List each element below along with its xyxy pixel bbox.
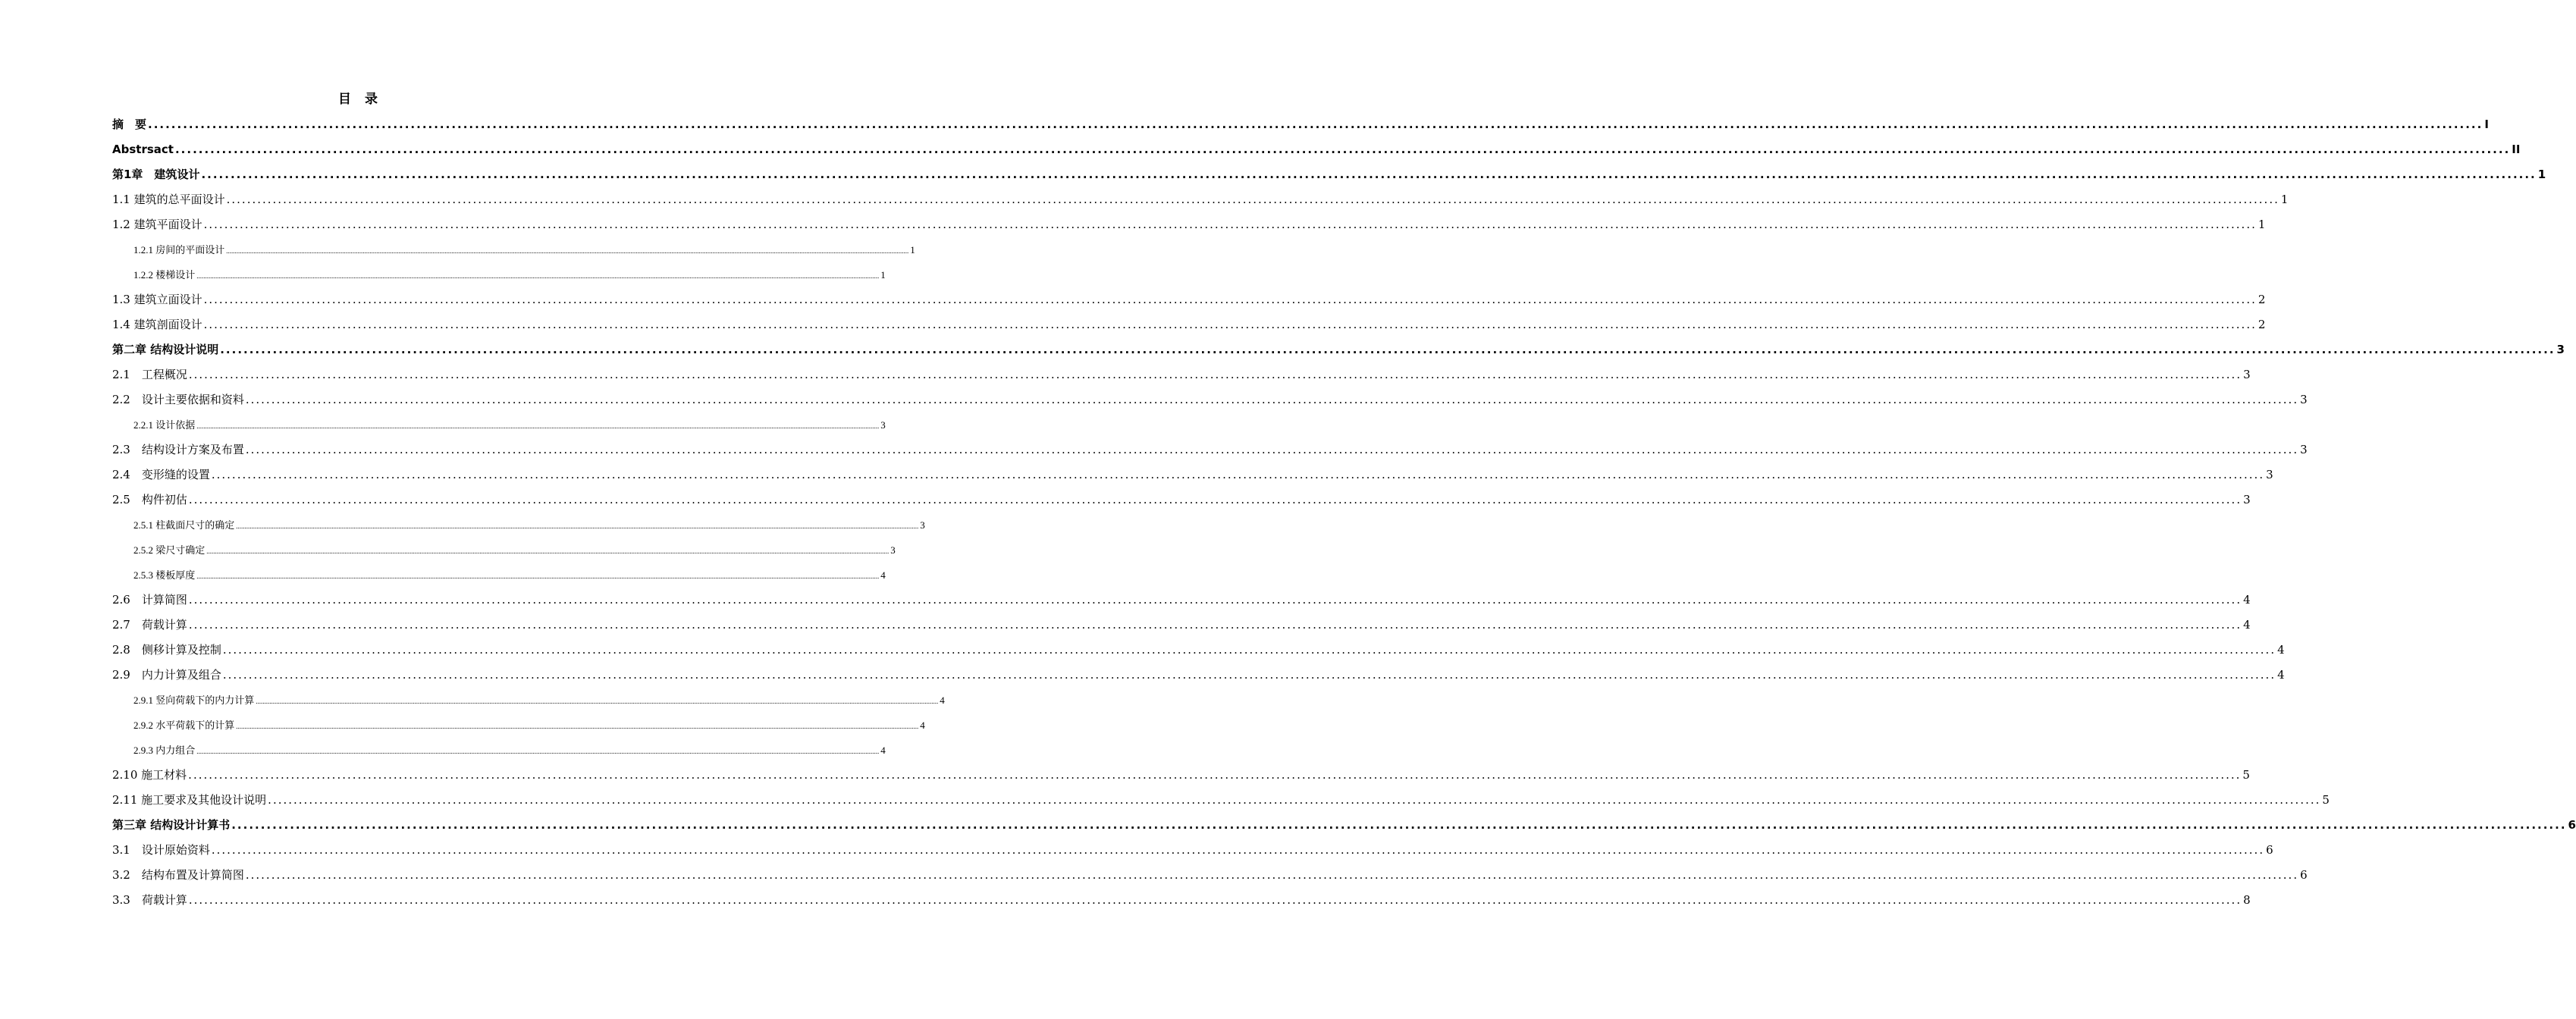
- toc-entry-label: 2.9.3 内力组合: [133, 745, 196, 756]
- toc-entry-label: 1.2.2 楼梯设计: [133, 269, 196, 281]
- toc-entry-label: 2.11 施工要求及其他设计说明: [112, 793, 267, 807]
- toc-entry-label: 第1章 建筑设计: [112, 168, 200, 181]
- toc-entry-page: 6: [2568, 818, 2576, 832]
- toc-entry-page: 3: [890, 544, 896, 556]
- toc-entry[interactable]: [133, 513, 925, 538]
- toc-entry[interactable]: [112, 337, 2565, 362]
- toc-entry[interactable]: [112, 387, 2308, 412]
- toc-leader-dots: ................................................................................................................................................................................................................................................................................................................................................................................................................: [188, 493, 2242, 506]
- toc-entry-label: 1.4 建筑剖面设计: [112, 318, 202, 331]
- toc-entry-page: 6: [2300, 868, 2308, 882]
- toc-entry[interactable]: [133, 262, 886, 287]
- toc-leader-dots: ................................................................................................................................................................................................................................................................................................................................................................................................................: [222, 643, 2276, 657]
- toc-entry-label: 第二章 结构设计说明: [112, 343, 219, 356]
- toc-leader-dots: ................................................................................................................................................................................................................................................................................................................................................................................................................: [196, 422, 880, 430]
- toc-entry-page: 3: [2556, 343, 2565, 356]
- toc-entry-page: 4: [2243, 593, 2251, 607]
- toc-entry-page: 4: [940, 694, 945, 706]
- toc-leader-dots: ................................................................................................................................................................................................................................................................................................................................................................................................................: [245, 393, 2299, 406]
- toc-entry-page: 4: [920, 720, 925, 731]
- toc-entry-label: 2.5 构件初估: [112, 493, 187, 506]
- toc-entry-page: 1: [880, 269, 886, 281]
- toc-entry-page: 3: [2243, 368, 2251, 381]
- toc-leader-dots: ................................................................................................................................................................................................................................................................................................................................................................................................................: [174, 143, 2511, 156]
- toc-leader-dots: ................................................................................................................................................................................................................................................................................................................................................................................................................: [245, 868, 2299, 882]
- toc-entry-page: II: [2512, 143, 2521, 156]
- toc-leader-dots: ................................................................................................................................................................................................................................................................................................................................................................................................................: [206, 547, 890, 555]
- toc-entry[interactable]: [133, 538, 896, 563]
- toc-entry[interactable]: [112, 212, 2266, 237]
- toc-entry[interactable]: [112, 162, 2546, 187]
- toc-entry-label: 1.1 建筑的总平面设计: [112, 193, 225, 206]
- toc-entry[interactable]: [112, 863, 2308, 888]
- toc-entry[interactable]: [112, 187, 2289, 212]
- toc-leader-dots: ................................................................................................................................................................................................................................................................................................................................................................................................................: [188, 768, 2242, 782]
- toc-entry-page: I: [2484, 118, 2489, 131]
- toc-leader-dots: ................................................................................................................................................................................................................................................................................................................................................................................................................: [203, 293, 2257, 306]
- toc-entry[interactable]: [112, 888, 2251, 913]
- toc-entry-page: 4: [2243, 618, 2251, 632]
- toc-leader-dots: ................................................................................................................................................................................................................................................................................................................................................................................................................: [188, 368, 2242, 381]
- toc-leader-dots: ................................................................................................................................................................................................................................................................................................................................................................................................................: [211, 843, 2265, 857]
- toc-entry[interactable]: [112, 437, 2308, 462]
- toc-entry[interactable]: [112, 287, 2266, 312]
- toc-leader-dots: ................................................................................................................................................................................................................................................................................................................................................................................................................: [236, 723, 919, 730]
- toc-entry-label: 摘 要: [112, 118, 147, 131]
- toc-leader-dots: ................................................................................................................................................................................................................................................................................................................................................................................................................: [188, 893, 2242, 907]
- toc-leader-dots: ................................................................................................................................................................................................................................................................................................................................................................................................................: [231, 818, 2567, 832]
- toc-entry-page: 1: [2280, 193, 2289, 206]
- toc-entry[interactable]: [112, 838, 2273, 863]
- toc-entry-page: 1: [2537, 168, 2546, 181]
- toc-entry[interactable]: [133, 412, 886, 437]
- toc-entry-label: 2.4 变形缝的设置: [112, 468, 210, 481]
- toc-entry-page: 3: [2266, 468, 2273, 481]
- toc-entry[interactable]: [112, 137, 2521, 162]
- toc-entry-label: 2.5.3 楼板厚度: [133, 569, 196, 581]
- toc-entry-page: 2: [2258, 293, 2266, 306]
- toc-leader-dots: ................................................................................................................................................................................................................................................................................................................................................................................................................: [201, 168, 2537, 181]
- toc-entry-page: 4: [2277, 668, 2285, 682]
- toc-entry-page: 5: [2242, 768, 2250, 782]
- toc-entry-page: 1: [910, 244, 915, 256]
- toc-entry[interactable]: [112, 663, 2285, 688]
- toc-leader-dots: ................................................................................................................................................................................................................................................................................................................................................................................................................: [188, 618, 2242, 632]
- toc-entry[interactable]: [133, 688, 945, 713]
- toc-leader-dots: ................................................................................................................................................................................................................................................................................................................................................................................................................: [196, 572, 880, 580]
- toc-entry-label: 3.1 设计原始资料: [112, 843, 210, 857]
- toc-entry[interactable]: [112, 488, 2251, 513]
- toc-entry-label: 2.5.2 梁尺寸确定: [133, 544, 206, 556]
- toc-entry[interactable]: [112, 312, 2266, 337]
- toc-entry-label: 3.3 荷载计算: [112, 893, 187, 907]
- toc-entry-label: Abstrsact: [112, 143, 174, 156]
- toc-leader-dots: ................................................................................................................................................................................................................................................................................................................................................................................................................: [211, 468, 2265, 481]
- toc-entry-page: 5: [2322, 793, 2330, 807]
- toc-entry[interactable]: [112, 788, 2330, 813]
- toc-leader-dots: ................................................................................................................................................................................................................................................................................................................................................................................................................: [245, 443, 2299, 456]
- toc-entry-page: 4: [880, 745, 886, 756]
- toc-entry-label: 2.2.1 设计依据: [133, 419, 196, 431]
- toc-entry-page: 3: [2300, 393, 2308, 406]
- toc-entry-label: 1.3 建筑立面设计: [112, 293, 202, 306]
- toc-entry-page: 6: [2266, 843, 2273, 857]
- toc-entry-page: 3: [920, 519, 925, 531]
- toc-entry-label: 1.2.1 房间的平面设计: [133, 244, 225, 256]
- toc-entry-label: 2.9.1 竖向荷载下的内力计算: [133, 694, 255, 706]
- toc-entry-label: 2.1 工程概况: [112, 368, 187, 381]
- toc-leader-dots: ................................................................................................................................................................................................................................................................................................................................................................................................................: [188, 593, 2242, 607]
- toc-entry-page: 4: [2277, 643, 2285, 657]
- toc-leader-dots: ................................................................................................................................................................................................................................................................................................................................................................................................................: [236, 522, 919, 530]
- toc-entry-page: 1: [2258, 218, 2266, 231]
- toc-entry-page: 3: [2300, 443, 2308, 456]
- toc-entry-label: 第三章 结构设计计算书: [112, 818, 231, 832]
- toc-entry[interactable]: [112, 638, 2285, 663]
- toc-title: 目 录: [338, 92, 382, 107]
- toc-leader-dots: ................................................................................................................................................................................................................................................................................................................................................................................................................: [268, 793, 2321, 807]
- toc-entry-label: 2.8 侧移计算及控制: [112, 643, 221, 657]
- toc-entry-page: 3: [880, 419, 886, 431]
- toc-leader-dots: ................................................................................................................................................................................................................................................................................................................................................................................................................: [196, 748, 880, 755]
- toc-leader-dots: ................................................................................................................................................................................................................................................................................................................................................................................................................: [220, 343, 2556, 356]
- toc-entry[interactable]: [112, 613, 2251, 638]
- toc-entry-label: 2.9 内力计算及组合: [112, 668, 221, 682]
- toc-entry-page: 2: [2258, 318, 2266, 331]
- toc-entry-page: 3: [2243, 493, 2251, 506]
- toc-leader-dots: ................................................................................................................................................................................................................................................................................................................................................................................................................: [226, 247, 909, 255]
- toc-entry-label: 1.2 建筑平面设计: [112, 218, 202, 231]
- toc-entry-label: 2.2 设计主要依据和资料: [112, 393, 244, 406]
- toc-entry-label: 2.3 结构设计方案及布置: [112, 443, 244, 456]
- toc-entry[interactable]: [133, 738, 886, 763]
- toc-entry[interactable]: [133, 237, 915, 262]
- toc-leader-dots: ................................................................................................................................................................................................................................................................................................................................................................................................................: [196, 272, 880, 280]
- toc-leader-dots: ................................................................................................................................................................................................................................................................................................................................................................................................................: [222, 668, 2276, 682]
- toc-entry-label: 2.6 计算简图: [112, 593, 187, 607]
- toc-leader-dots: ................................................................................................................................................................................................................................................................................................................................................................................................................: [148, 118, 2483, 131]
- toc-entry-label: 2.10 施工材料: [112, 768, 187, 782]
- toc-leader-dots: ................................................................................................................................................................................................................................................................................................................................................................................................................: [256, 698, 939, 705]
- toc-entry-label: 3.2 结构布置及计算简图: [112, 868, 244, 882]
- toc-entry[interactable]: [112, 763, 2250, 788]
- toc-entry[interactable]: [112, 813, 2576, 838]
- toc-entry-page: 4: [880, 569, 886, 581]
- toc-entry[interactable]: [112, 462, 2273, 488]
- toc-entry[interactable]: [133, 713, 925, 738]
- toc-entry-label: 2.9.2 水平荷载下的计算: [133, 720, 235, 731]
- toc-leader-dots: ................................................................................................................................................................................................................................................................................................................................................................................................................: [203, 318, 2257, 331]
- toc-entry-label: 2.7 荷载计算: [112, 618, 187, 632]
- toc-entry[interactable]: [112, 112, 2489, 137]
- toc-entry-label: 2.5.1 柱截面尺寸的确定: [133, 519, 235, 531]
- toc-entry[interactable]: [112, 362, 2251, 387]
- toc-leader-dots: ................................................................................................................................................................................................................................................................................................................................................................................................................: [203, 218, 2257, 231]
- toc-entry[interactable]: [112, 588, 2251, 613]
- toc-entry[interactable]: [133, 563, 886, 588]
- toc-leader-dots: ................................................................................................................................................................................................................................................................................................................................................................................................................: [226, 193, 2279, 206]
- toc-entry-page: 8: [2243, 893, 2251, 907]
